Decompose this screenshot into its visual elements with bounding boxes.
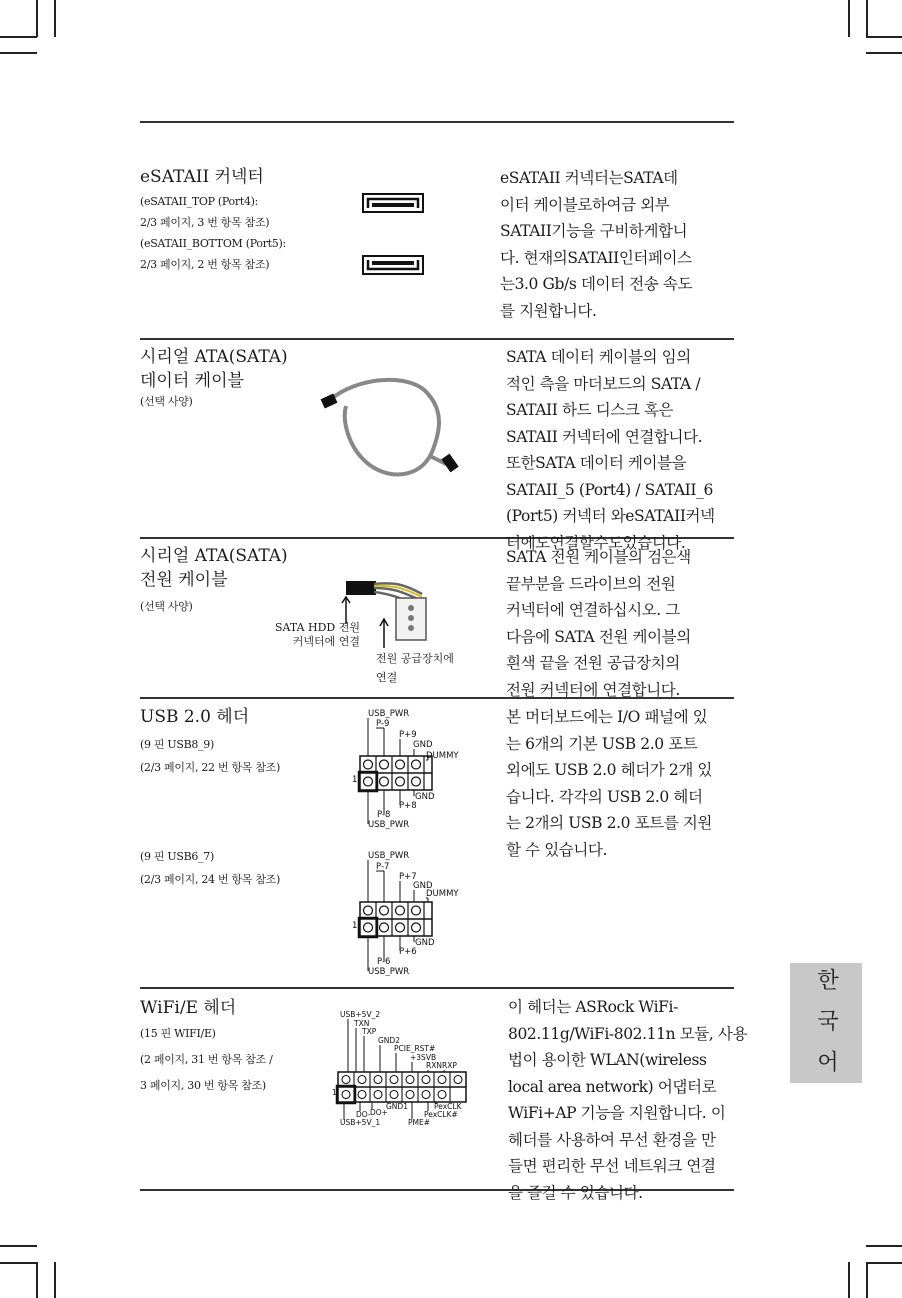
- esata-description: [500, 165, 692, 324]
- pin-label: PME#: [408, 1118, 431, 1127]
- psu-label: [376, 651, 454, 685]
- section-title-esata: eSATAII 커넥터: [140, 167, 264, 187]
- title-line: 시리얼 ATA(SATA): [140, 347, 288, 367]
- wifi-notes: [140, 1021, 272, 1099]
- usb-notes-b: [140, 845, 280, 891]
- pin-label: PexCLK: [434, 1102, 462, 1111]
- note-line: (2/3 페이지, 22 번 항목 참조): [140, 761, 280, 774]
- pin-label: P-6: [377, 957, 391, 967]
- desc-line: SATAII 하드 디스크 혹은: [506, 401, 674, 419]
- label-line: 커넥터에 연결: [292, 635, 360, 648]
- note-line: (2 페이지, 31 번 항목 참조 /: [140, 1053, 273, 1066]
- crop-mark: [36, 1262, 38, 1298]
- desc-line: eSATAII 커넥터는SATA데: [500, 169, 678, 187]
- note-line: 2/3 페이지, 2 번 항목 참조): [140, 258, 270, 271]
- desc-line: SATA 전원 케이블의 검은색: [506, 548, 691, 566]
- usb-description: [506, 704, 712, 863]
- desc-line: 이터 케이블로하여금 외부: [500, 195, 670, 214]
- desc-line: WiFi+AP 기능을 지원합니다. 이: [508, 1104, 726, 1122]
- pin-label: P-8: [377, 810, 391, 820]
- title-line: 시리얼 ATA(SATA): [140, 546, 288, 566]
- pin-label: 1: [352, 775, 358, 785]
- crop-mark: [848, 1262, 850, 1298]
- usb-notes-a: [140, 733, 280, 779]
- desc-line: 802.11g/WiFi-802.11n 모듈, 사용: [508, 1024, 748, 1043]
- crop-mark: [0, 1262, 37, 1264]
- desc-line: local area network) 어댑터로: [508, 1077, 717, 1096]
- pin-label: P+8: [399, 801, 417, 811]
- pin-label: USB_PWR: [368, 967, 410, 976]
- sata-data-cable-image: [316, 372, 466, 480]
- pin-label: TXP: [362, 1027, 377, 1036]
- note-line: 3 페이지, 30 번 항목 참조): [140, 1079, 266, 1092]
- pin-label: +3SVB: [410, 1053, 437, 1062]
- desc-line: 적인 측을 마더보드의 SATA /: [506, 374, 701, 393]
- pin-label: DUMMY: [426, 751, 459, 761]
- pin-label: GND1: [386, 1102, 408, 1111]
- pin-label: PCIE_RST#: [394, 1044, 436, 1053]
- desc-line: 는 2개의 USB 2.0 포트를 지원: [506, 814, 713, 832]
- note-line: (2/3 페이지, 24 번 항목 참조): [140, 873, 280, 886]
- pin-label: P+9: [399, 730, 417, 740]
- note-line: (9 핀 USB6_7): [140, 850, 214, 863]
- desc-line: 는3.0 Gb/s 데이터 전송 속도: [500, 275, 693, 293]
- note-line: (eSATAII_BOTTOM (Port5):: [140, 237, 286, 250]
- pin-label: DO-: [356, 1110, 371, 1119]
- language-tab: [790, 963, 862, 1083]
- note-line: (15 핀 WIFI/E): [140, 1027, 216, 1040]
- pin-label: P+6: [399, 947, 417, 957]
- desc-line: 터에도연결할수도있습니다.: [506, 533, 686, 552]
- pin-label: DUMMY: [426, 889, 459, 899]
- pin-label: GND2: [378, 1036, 400, 1045]
- pin-label: USB_PWR: [368, 820, 410, 830]
- desc-line: 또한SATA 데이터 케이블을: [506, 454, 687, 472]
- pin-label: GND: [415, 938, 435, 948]
- note-line: (eSATAII_TOP (Port4):: [140, 195, 259, 208]
- note-line: 2/3 페이지, 3 번 항목 참조): [140, 216, 270, 229]
- desc-line: 습니다. 각각의 USB 2.0 헤더: [506, 787, 703, 806]
- pin-label: RXP: [442, 1061, 457, 1070]
- desc-line: 본 머더보드에는 I/O 패널에 있: [506, 708, 708, 726]
- esata-notes: [140, 191, 286, 275]
- section-title-wifi: WiFi/E 헤더: [140, 998, 237, 1018]
- crop-mark: [0, 36, 37, 38]
- label-line: 연결: [376, 671, 398, 684]
- desc-line: 다. 현재의SATAII인터페이스: [500, 248, 692, 267]
- pin-label: RXN: [426, 1061, 442, 1070]
- sata-data-title: [140, 345, 288, 393]
- note-line: (9 핀 USB8_9): [140, 738, 214, 751]
- title-line: 전원 케이블: [140, 570, 228, 590]
- desc-line: 는 6개의 기본 USB 2.0 포트: [506, 734, 698, 753]
- pin-label: PexCLK#: [424, 1110, 458, 1119]
- crop-mark: [866, 52, 902, 54]
- title-line: 데이터 케이블: [140, 371, 244, 391]
- crop-mark: [866, 1245, 902, 1247]
- wifi-header-diagram: [330, 1008, 474, 1130]
- desc-line: 를 지원합니다.: [500, 301, 597, 320]
- desc-line: SATA 데이터 케이블의 임의: [506, 348, 691, 366]
- pin-label: P-7: [376, 862, 390, 872]
- section-divider: [140, 338, 734, 340]
- pin-label: 1: [332, 1088, 337, 1097]
- desc-line: 들면 편리한 무선 네트워크 연결: [508, 1157, 716, 1175]
- pin-label: TXN: [354, 1019, 370, 1028]
- desc-line: 커넥터에 연결하십시오. 그: [506, 601, 680, 619]
- desc-line: (Port5) 커넥터 와eSATAII커넥: [506, 507, 715, 525]
- pin-label: GND: [413, 881, 433, 891]
- desc-line: 외에도 USB 2.0 헤더가 2개 있: [506, 761, 713, 779]
- pin-label: GND: [413, 740, 433, 750]
- section-title-usb: USB 2.0 헤더: [140, 707, 250, 727]
- psu-arrow: [376, 616, 392, 650]
- usb-header-diagram: [346, 706, 462, 830]
- pin-label: 1: [352, 921, 358, 931]
- desc-line: 헤더를 사용하여 무선 환경을 만: [508, 1130, 716, 1149]
- optional-note: (선택 사양): [140, 395, 193, 408]
- pin-label: USB_PWR: [368, 709, 410, 719]
- label-line: 전원 공급장치에: [376, 652, 454, 665]
- desc-line: 을 즐길 수 있습니다.: [508, 1183, 643, 1202]
- crop-mark: [36, 0, 38, 37]
- crop-mark: [866, 1262, 868, 1298]
- label-line: SATA HDD 전원: [274, 621, 360, 634]
- pin-label: GND: [415, 792, 435, 802]
- pin-label: USB_PWR: [368, 851, 410, 861]
- optional-note: (선택 사양): [140, 600, 193, 613]
- crop-mark: [866, 0, 868, 37]
- desc-line: 법이 용이한 WLAN(wireless: [508, 1051, 707, 1069]
- desc-line: 할 수 있습니다.: [506, 840, 608, 859]
- sata-power-description: [506, 544, 691, 703]
- crop-mark: [54, 0, 56, 37]
- desc-line: 다음에 SATA 전원 케이블의: [506, 627, 691, 646]
- pin-label: P+7: [399, 872, 417, 882]
- esata-bottom-port-icon: [362, 255, 424, 275]
- crop-mark: [54, 1262, 56, 1298]
- sata-data-description: [506, 344, 715, 556]
- pin-label: USB+5V_1: [340, 1118, 381, 1127]
- desc-line: SATAII기능을 구비하게합니: [500, 222, 688, 240]
- pin-label: DO+: [370, 1108, 388, 1117]
- language-tab-label: 한 국 어: [813, 968, 839, 1078]
- desc-line: SATAII_5 (Port4) / SATAII_6: [506, 480, 713, 499]
- esata-top-port-icon: [362, 193, 424, 213]
- wifi-description: [508, 994, 747, 1206]
- crop-mark: [866, 36, 902, 38]
- desc-line: 이 헤더는 ASRock WiFi-: [508, 998, 678, 1016]
- crop-mark: [0, 52, 37, 54]
- desc-line: 흰색 끝을 전원 공급장치의: [506, 654, 680, 672]
- usb-header-diagram: [346, 848, 462, 976]
- desc-line: 끝부분을 드라이브의 전원: [506, 574, 676, 593]
- desc-line: 전원 커넥터에 연결합니다.: [506, 680, 680, 699]
- pin-label: P-9: [376, 719, 390, 729]
- sata-power-title: [140, 544, 288, 592]
- desc-line: SATAII 커넥터에 연결합니다.: [506, 427, 703, 446]
- pin-label: USB+5V_2: [340, 1010, 381, 1019]
- section-divider: [140, 121, 734, 123]
- sata-hdd-label: [256, 621, 360, 649]
- section-divider: [140, 987, 734, 989]
- crop-mark: [848, 0, 850, 37]
- crop-mark: [866, 1262, 902, 1264]
- crop-mark: [0, 1245, 37, 1247]
